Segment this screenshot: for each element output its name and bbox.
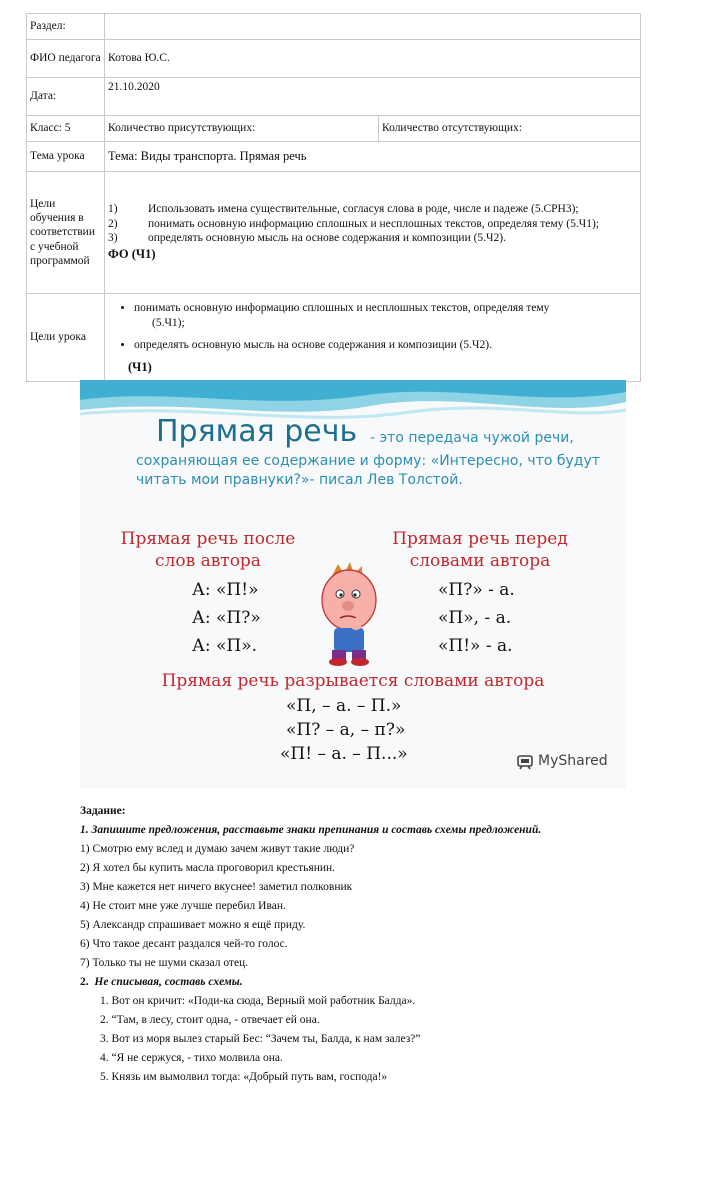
teacher-label: ФИО педагога <box>27 40 105 78</box>
assignment-section <box>80 802 680 1087</box>
topic-label: Тема урока <box>27 142 105 172</box>
after-formula: А: «П!» <box>192 580 259 600</box>
task1-item: 5) Александр спрашивает можно я ещё приду. <box>80 919 306 931</box>
date-row <box>27 78 641 116</box>
goals-row <box>27 172 641 294</box>
date-label: Дата: <box>27 78 105 116</box>
split-author-heading: Прямая речь разрывается словами автора <box>161 671 545 691</box>
goal-item: 1) Использовать имена существительные, согласуя слова в роде, числе и падеже (5.СРН3); <box>108 203 579 216</box>
myshared-icon <box>516 752 534 770</box>
task1-item: 4) Не стоит мне уже лучше перебил Иван. <box>80 900 286 912</box>
lesson-goals-label: Цели урока <box>27 294 105 382</box>
lesson-goals-row <box>27 294 641 382</box>
task1-heading: 1. Запишите предложения, расставьте знаки препинания и составь схемы предложений. <box>80 824 542 836</box>
slide-title: Прямая речь <box>156 414 358 449</box>
topic-value: Тема: Виды транспорта. Прямая речь <box>105 142 641 172</box>
class-label: Класс: 5 <box>27 116 105 142</box>
before-author-heading: Прямая речь перед словами автора <box>392 529 568 572</box>
section-value <box>105 14 641 40</box>
myshared-logo <box>516 752 608 770</box>
lesson-plan-table <box>26 13 641 382</box>
date-value: 21.10.2020 <box>105 78 641 116</box>
task2-item: 4. “Я не сержуся, - тихо молвила она. <box>100 1052 283 1064</box>
topic-row <box>27 142 641 172</box>
after-formula: А: «П». <box>192 636 258 656</box>
thinking-boy-illustration <box>314 558 384 666</box>
task2-item: 2. “Там, в лесу, стоит одна, - отвечает ей она. <box>100 1014 320 1026</box>
task2-item: 5. Князь им вымолвил тогда: «Добрый путь вам, господа!» <box>100 1071 388 1083</box>
task1-item: 7) Только ты не шуми сказал отец. <box>80 957 249 969</box>
class-row <box>27 116 641 142</box>
task2-number: 2. <box>80 976 89 988</box>
direct-speech-slide <box>80 380 626 788</box>
after-formula: А: «П?» <box>192 608 261 628</box>
before-formula: «П», - а. <box>438 608 512 628</box>
teacher-row <box>27 40 641 78</box>
task2-heading <box>80 973 680 992</box>
lesson-goals-list <box>108 301 637 352</box>
lesson-goals-cell <box>105 294 641 382</box>
task1-item: 2) Я хотел бы купить масла проговорил крестьянин. <box>80 862 336 874</box>
lesson-goal-item: • определять основную мысль на основе содержания и композиции (5.Ч2). <box>134 338 637 352</box>
goals-cell <box>105 172 641 294</box>
present-count-label: Количество присутствующих: <box>105 116 379 142</box>
teacher-value: Котова Ю.С. <box>105 40 641 78</box>
brand-text: MyShared <box>538 753 608 769</box>
slide-subtitle: - это передача чужой речи, <box>370 430 574 446</box>
section-label: Раздел: <box>27 14 105 40</box>
split-formula: «П, – а. – П.» <box>286 696 402 716</box>
section-row <box>27 14 641 40</box>
lesson-goal-item: • понимать основную информацию сплошных и несплошных текстов, определяя тему (5.Ч1); <box>134 301 637 330</box>
goal-item: 2) понимать основную информацию сплошных и несплошных текстов, определяя тему (5.Ч1); <box>108 217 599 230</box>
goals-note: ФО (Ч1) <box>108 247 156 262</box>
task1-item: 6) Что такое десант раздался чей-то голос. <box>80 938 288 950</box>
slide-description: сохраняющая ее содержание и форму: «Интересно, что будут читать мои правнуки?»- писал Лев Толстой. <box>136 453 600 488</box>
task1-item: 3) Мне кажется нет ничего вкуснее! заметил полковник <box>80 881 353 893</box>
before-formula: «П?» - а. <box>438 580 515 600</box>
split-formula: «П! – а. – П...» <box>280 744 408 764</box>
after-author-heading: Прямая речь после слов автора <box>120 529 296 572</box>
task2-list <box>80 992 680 1087</box>
goal-item: 3) определять основную мысль на основе содержания и композиции (5.Ч2). <box>108 231 506 244</box>
assignment-title: Задание: <box>80 805 126 817</box>
task2-item: 1. Вот он кричит: «Поди-ка сюда, Верный мой работник Балда». <box>100 995 416 1007</box>
task2-item: 3. Вот из моря вылез старый Бес: “Зачем ты, Балда, к нам залез?” <box>100 1033 421 1045</box>
lesson-goals-note: (Ч1) <box>128 360 152 375</box>
absent-count-label: Количество отсутствующих: <box>379 116 641 142</box>
goals-label: Цели обучения в соответствии с учебной программой <box>27 172 105 294</box>
before-formula: «П!» - а. <box>438 636 513 656</box>
split-formula: «П? – а, – п?» <box>286 720 406 740</box>
task2-heading-text: Не списывая, составь схемы. <box>94 976 243 988</box>
task1-item: 1) Смотрю ему вслед и думаю зачем живут такие люди? <box>80 843 355 855</box>
